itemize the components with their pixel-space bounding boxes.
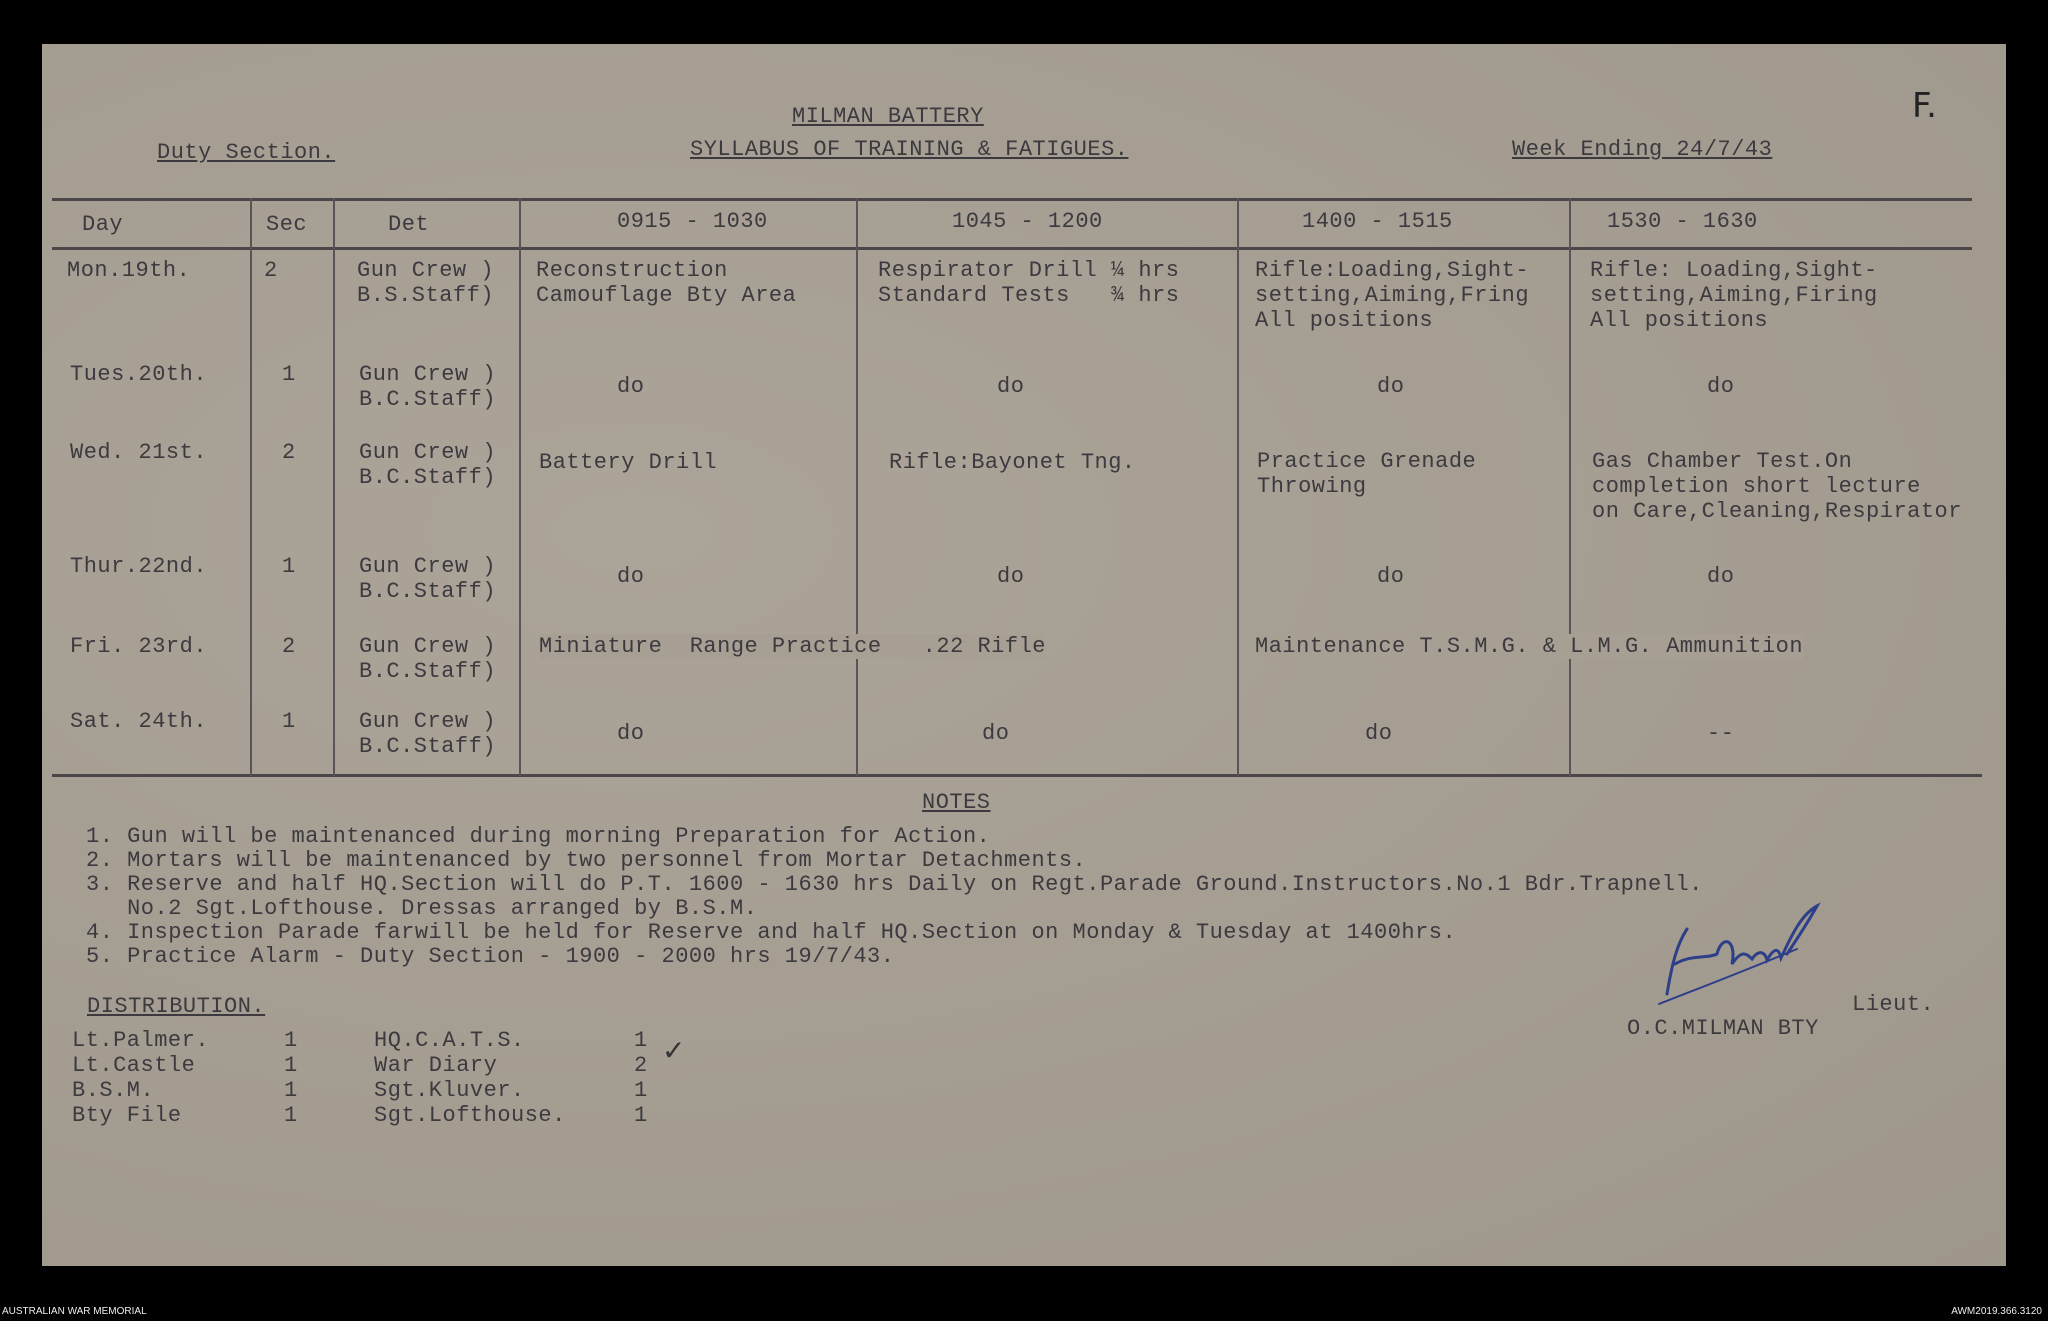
row-sec: 2	[264, 258, 278, 283]
row-slot-4: Gas Chamber Test.On completion short lecture on Care,Cleaning,Respirator	[1592, 449, 1962, 524]
col-divider-5	[1237, 198, 1239, 776]
row-det: Gun Crew ) B.C.Staff)	[359, 362, 497, 412]
distribution-qty: 2	[634, 1053, 648, 1078]
week-ending-label: Week Ending 24/7/43	[1512, 137, 1773, 162]
col-header-day: Day	[82, 212, 124, 237]
col-header-sec: Sec	[266, 212, 308, 237]
row-day: Sat. 24th.	[70, 709, 208, 734]
row-slot-2: Respirator Drill ¼ hrs Standard Tests ¾ hrs	[878, 258, 1180, 308]
row-slot-1: do	[617, 721, 645, 746]
row-slot-4: Rifle: Loading,Sight- setting,Aiming,Firing All positions	[1590, 258, 1878, 333]
note-item: 3. Reserve and half HQ.Section will do P.T. 1600 - 1630 hrs Daily on Regt.Parade Ground.Instructors.No.1 Bdr.Trapnell.	[86, 872, 1703, 897]
row-day: Wed. 21st.	[70, 440, 208, 465]
distribution-name: Lt.Palmer.	[72, 1028, 210, 1053]
row-det: Gun Crew ) B.C.Staff)	[359, 554, 497, 604]
distribution-name: Lt.Castle	[72, 1053, 196, 1078]
distribution-qty: 1	[284, 1103, 298, 1128]
note-item: No.2 Sgt.Lofthouse. Dressas arranged by B.S.M.	[86, 896, 758, 921]
row-det: Gun Crew ) B.C.Staff)	[359, 440, 497, 490]
row-slot-3: do	[1377, 374, 1405, 399]
row-day: Tues.20th.	[70, 362, 208, 387]
col-divider-3	[519, 198, 521, 776]
col-header-det: Det	[388, 212, 430, 237]
row-span-afternoon: Maintenance T.S.M.G. & L.M.G. Ammunition	[1255, 634, 1804, 659]
row-slot-1: do	[617, 564, 645, 589]
col-divider-2	[333, 198, 335, 776]
distribution-qty: 1	[634, 1078, 648, 1103]
distribution-name: B.S.M.	[72, 1078, 155, 1103]
table-header-rule	[52, 247, 1972, 250]
footer-accession-number: AWM2019.366.3120	[1951, 1306, 2042, 1317]
document-page	[42, 44, 2006, 1266]
row-slot-3: do	[1377, 564, 1405, 589]
row-slot-4: do	[1707, 374, 1735, 399]
row-slot-1: do	[617, 374, 645, 399]
distribution-qty: 1	[634, 1103, 648, 1128]
row-slot-3: Rifle:Loading,Sight- setting,Aiming,Fring All positions	[1255, 258, 1530, 333]
col-header-slot-4: 1530 - 1630	[1607, 209, 1758, 234]
footer-source: AUSTRALIAN WAR MEMORIAL	[2, 1306, 147, 1317]
col-divider-6	[1569, 198, 1571, 776]
row-day: Mon.19th.	[67, 258, 191, 283]
table-top-rule	[52, 198, 1972, 201]
handwritten-signature	[1647, 894, 1827, 1014]
row-day: Thur.22nd.	[70, 554, 208, 579]
document-subtitle: SYLLABUS OF TRAINING & FATIGUES.	[690, 137, 1129, 162]
row-slot-4: do	[1707, 564, 1735, 589]
distribution-name: Bty File	[72, 1103, 182, 1128]
document-title: MILMAN BATTERY	[792, 104, 984, 129]
distribution-name: Sgt.Kluver.	[374, 1078, 525, 1103]
col-header-slot-3: 1400 - 1515	[1302, 209, 1453, 234]
distribution-name: War Diary	[374, 1053, 498, 1078]
corner-mark: F.	[1912, 86, 1937, 126]
note-item: 4. Inspection Parade farwill be held for Reserve and half HQ.Section on Monday & Tuesday at 1400hrs.	[86, 920, 1457, 945]
distribution-name: HQ.C.A.T.S.	[374, 1028, 525, 1053]
row-sec: 1	[282, 554, 296, 579]
note-item: 2. Mortars will be maintenanced by two personnel from Mortar Detachments.	[86, 848, 1087, 873]
row-sec: 2	[282, 440, 296, 465]
note-item: 5. Practice Alarm - Duty Section - 1900 - 2000 hrs 19/7/43.	[86, 944, 895, 969]
distribution-heading: DISTRIBUTION.	[87, 994, 266, 1019]
distribution-name: Sgt.Lofthouse.	[374, 1103, 566, 1128]
col-divider-1	[250, 198, 252, 776]
distribution-qty: 1	[284, 1053, 298, 1078]
col-header-slot-2: 1045 - 1200	[952, 209, 1103, 234]
row-slot-1: Reconstruction Camouflage Bty Area	[536, 258, 797, 308]
row-slot-4: --	[1707, 721, 1735, 746]
note-item: 1. Gun will be maintenanced during morning Preparation for Action.	[86, 824, 991, 849]
row-det: Gun Crew ) B.C.Staff)	[359, 709, 497, 759]
row-sec: 1	[282, 362, 296, 387]
tick-mark: ✓	[662, 1034, 686, 1067]
row-det: Gun Crew ) B.S.Staff)	[357, 258, 495, 308]
row-day: Fri. 23rd.	[70, 634, 208, 659]
row-slot-1: Battery Drill	[539, 450, 718, 475]
notes-heading: NOTES	[922, 790, 991, 815]
row-slot-2: Rifle:Bayonet Tng.	[889, 450, 1136, 475]
row-slot-2: do	[997, 564, 1025, 589]
row-slot-3: do	[1365, 721, 1393, 746]
duty-section-label: Duty Section.	[157, 140, 336, 165]
distribution-qty: 1	[284, 1028, 298, 1053]
row-sec: 2	[282, 634, 296, 659]
signature-title: O.C.MILMAN BTY	[1627, 1016, 1819, 1041]
distribution-qty: 1	[284, 1078, 298, 1103]
row-sec: 1	[282, 709, 296, 734]
col-divider-4	[856, 198, 858, 776]
row-span-morning: Miniature Range Practice .22 Rifle	[539, 634, 1046, 659]
distribution-qty: 1	[634, 1028, 648, 1053]
row-slot-3: Practice Grenade Throwing	[1257, 449, 1477, 499]
row-slot-2: do	[997, 374, 1025, 399]
row-det: Gun Crew ) B.C.Staff)	[359, 634, 497, 684]
col-header-slot-1: 0915 - 1030	[617, 209, 768, 234]
row-slot-2: do	[982, 721, 1010, 746]
table-bottom-rule	[52, 774, 1982, 777]
signature-rank: Lieut.	[1852, 992, 1935, 1017]
